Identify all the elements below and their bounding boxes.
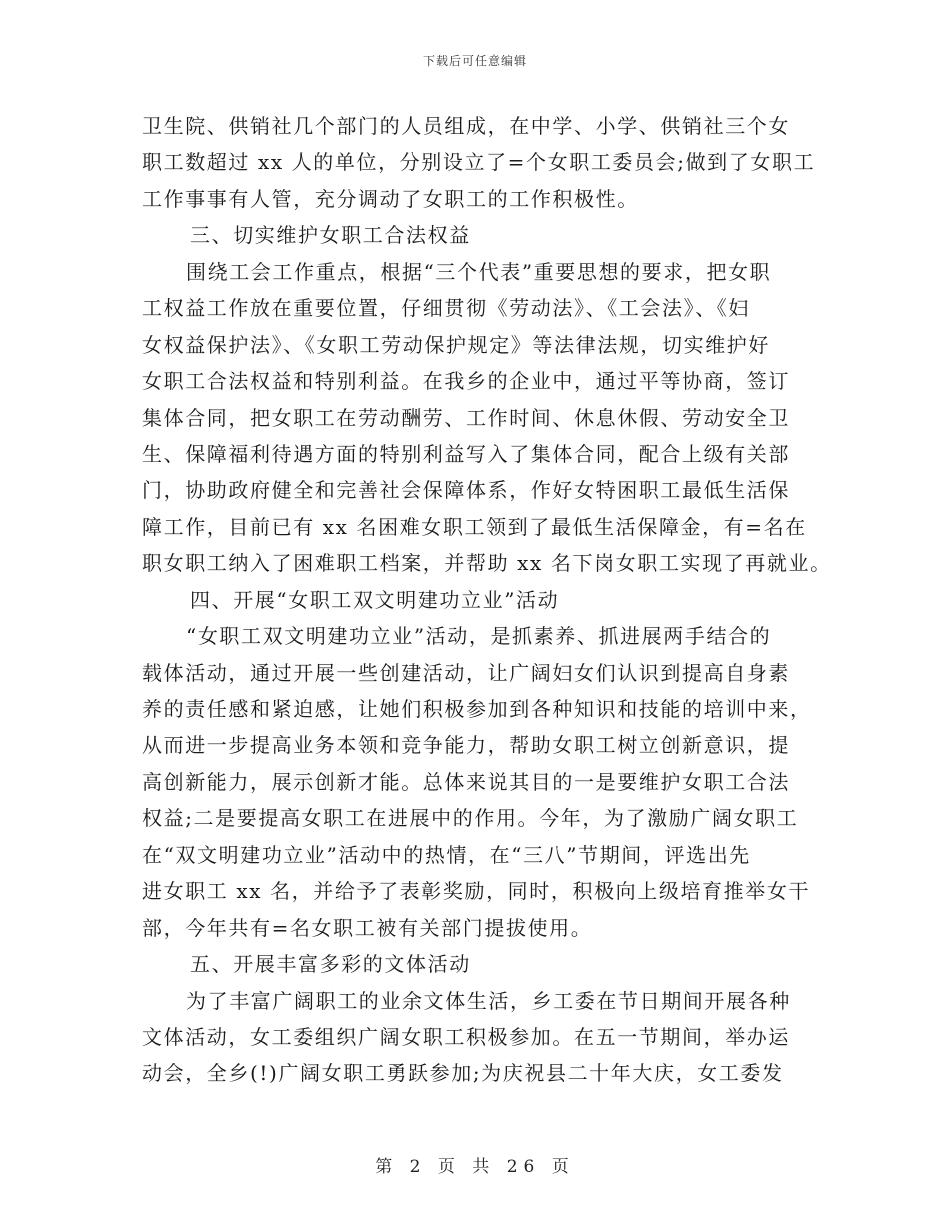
text-line: 动会，全乡(!)广阔女职工勇跃参加;为庆祝县二十年大庆，女工委发: [142, 1061, 784, 1086]
text-line: 为了丰富广阔职工的业余文体生活，乡工委在节日期间开展各种: [186, 988, 791, 1013]
text-line: 文体活动，女工委组织广阔女职工积极参加。在五一节期间，举办运: [142, 1024, 790, 1049]
text-line: 职工数超过 xx 人的单位，分别设立了=个女职工委员会;做到了女职工: [142, 150, 816, 175]
text-line: 工作事事有人管，充分调动了女职工的工作积极性。: [142, 186, 639, 211]
section-heading: 四、开展“女职工双文明建功立业”活动: [190, 587, 560, 612]
text-line: 养的责任感和紧迫感，让她们积极参加到各种知识和技能的培训中来，: [142, 697, 812, 721]
document-body: [142, 108, 832, 1092]
section-heading: 三、切实维护女职工合法权益: [190, 223, 471, 248]
text-line: 部，今年共有=名女职工被有关部门提拔使用。: [142, 915, 593, 940]
text-line: 权益;二是要提高女职工在进展中的作用。今年，为了激励广阔女职工: [142, 806, 799, 831]
text-line: 门，协助政府健全和完善社会保障体系，作好女特困职工最低生活保: [142, 478, 790, 503]
text-line: 进女职工 xx 名，并给予了表彰奖励，同时，积极向上级培育推举女干: [142, 879, 811, 904]
text-line: 载体活动，通过开展一些创建活动，让广阔妇女们认识到提高自身素: [142, 660, 790, 685]
text-line: 障工作，目前已有 xx 名困难女职工领到了最低生活保障金，有=名在: [142, 514, 807, 539]
text-line: 女职工合法权益和特别利益。在我乡的企业中，通过平等协商，签订: [142, 369, 790, 394]
text-line: 从而进一步提高业务本领和竞争能力，帮助女职工树立创新意识，提: [142, 733, 790, 758]
text-line: 高创新能力，展示创新才能。总体来说其目的一是要维护女职工合法: [142, 769, 790, 794]
page-number-footer: 第 2 页 共 26 页: [375, 1157, 575, 1177]
text-line: 工权益工作放在重要位置，仔细贯彻《劳动法》、《工会法》、《妇: [142, 296, 750, 321]
text-line: “女职工双文明建功立业”活动，是抓素养、抓进展两手结合的: [186, 624, 772, 649]
text-line: 集体合同，把女职工在劳动酬劳、工作时间、休息休假、劳动安全卫: [142, 405, 790, 430]
section-heading: 五、开展丰富多彩的文体活动: [190, 952, 471, 977]
text-line: 卫生院、供销社几个部门的人员组成，在中学、小学、供销社三个女: [142, 114, 790, 138]
page-header-note: 下载后可任意编辑: [422, 54, 527, 68]
text-line: 在“双文明建功立业”活动中的热情，在“三八”节期间，评选出先: [142, 842, 751, 867]
text-line: 女权益保护法》、《女职工劳动保护规定》等法律法规，切实维护好: [142, 332, 770, 357]
text-line: 生、保障福利待遇方面的特别利益写入了集体合同，配合上级有关部: [142, 441, 790, 466]
text-line: 职女职工纳入了困难职工档案，并帮助 xx 名下岗女职工实现了再就业。: [142, 551, 832, 576]
text-line: 围绕工会工作重点，根据“三个代表”重要思想的要求，把女职: [186, 259, 772, 284]
